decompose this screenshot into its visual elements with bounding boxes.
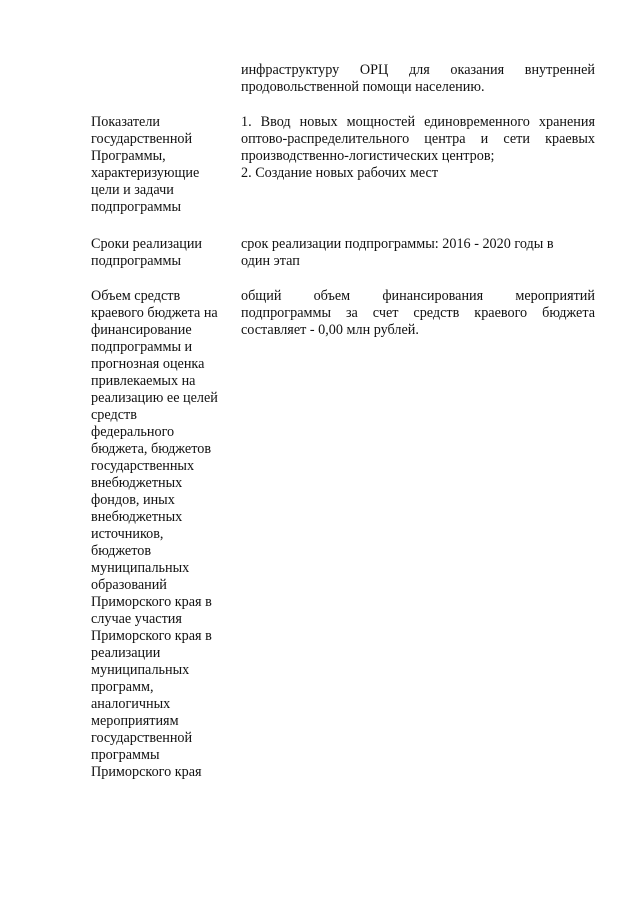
text-line: общий объем финансирования мероприятий bbox=[241, 288, 595, 304]
funding-value bbox=[241, 288, 595, 339]
indicators-value bbox=[241, 114, 595, 182]
text-line: 2. Создание новых рабочих мест bbox=[241, 165, 439, 181]
text-line: составляет - 0,00 млн рублей. bbox=[241, 322, 419, 338]
text-line: производственно-логистических центров; bbox=[241, 148, 495, 164]
text-line: один этап bbox=[241, 253, 300, 269]
text-line: срок реализации подпрограммы: 2016 - 2020 годы в bbox=[241, 236, 554, 252]
terms-label: Сроки реализации подпрограммы bbox=[91, 236, 203, 269]
text-line: инфраструктуру ОРЦ для оказания внутренней bbox=[241, 62, 595, 78]
text-line: 1. Ввод новых мощностей единовременного хранения bbox=[241, 114, 595, 130]
text-line: подпрограммы за счет средств краевого бюджета bbox=[241, 305, 595, 321]
continuation-text bbox=[241, 62, 595, 96]
indicators-label: Показатели государственной Программы, характеризующие цели и задачи подпрограммы bbox=[91, 114, 200, 215]
text-line: продовольственной помощи населению. bbox=[241, 79, 485, 95]
terms-value bbox=[241, 236, 595, 270]
funding-label: Объем средств краевого бюджета на финансирование подпрограммы и прогнозная оценка привлекаемых на реализацию ее целей средств федерального бюджета, бюджетов государственных внебюджетных фондов, иных внебюджетных источников, бюджетов муниципальных образований Приморского края в случае участия Приморского края в реализации муниципальных программ, аналогичных мероприятиям государственной программы Приморского края bbox=[91, 288, 218, 780]
text-line: оптово-распределительного центра и сети краевых bbox=[241, 131, 595, 147]
